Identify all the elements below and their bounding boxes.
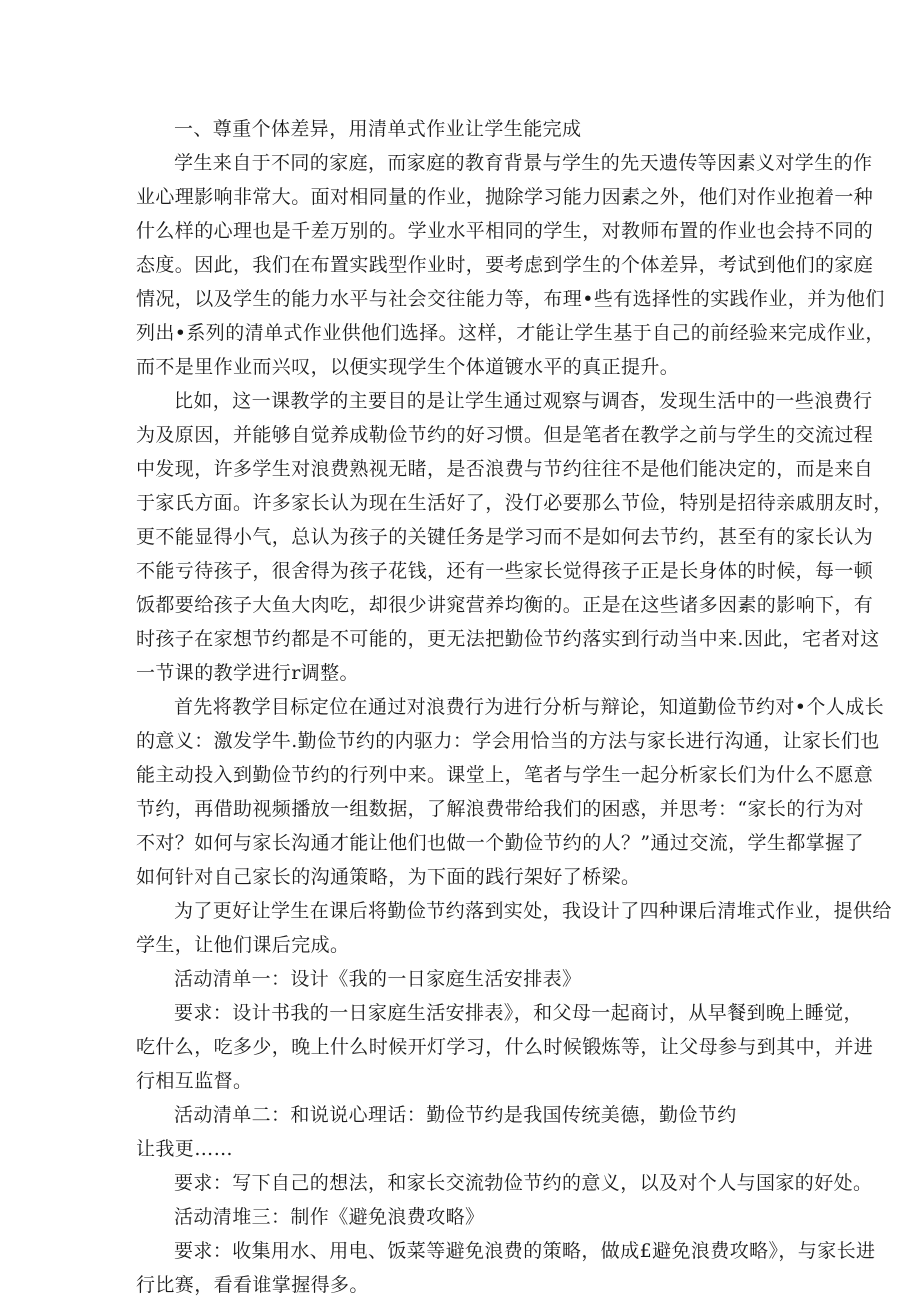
paragraph-line: 中发现，许多学生对浪费熟视无睹，是否浪费与节约往往不是他们能决定的，而是来自 [136, 458, 874, 480]
paragraph-line: 吃什么，吃多少，晚上什么时候开灯学习，什么时候锻炼等，让父母参与到其中，并进 [136, 1036, 874, 1058]
paragraph-line: 节约，再借助视频播放一组数据，了解浪费带给我们的困惑，并思考：“家长的行为对 [136, 798, 864, 820]
paragraph-line: 态度。因此，我们在布置实践型作业时，要考虑到学生的个体差异，考试到他们的家庭 [136, 254, 874, 276]
paragraph-first-line: 要求：收集用水、用电、饭菜等避免浪费的策略，做成£避免浪费攻略》，与家长进 [174, 1240, 876, 1262]
paragraph-line: 行相互监督。 [136, 1070, 253, 1092]
paragraph-first-line: 要求：写下自己的想法，和家长交流勃俭节约的意义，以及对个人与国家的好处。 [174, 1172, 873, 1194]
section-heading: 一、尊重个体差异，用清单式作业让学生能完成 [174, 118, 582, 140]
paragraph-line: 什么样的心理也是千差万别的。学业水平相同的学生，对教师布置的作业也会持不同的 [136, 220, 874, 242]
paragraph-line: 如何针对自己家长的沟通策略，为下面的践行架好了桥梁。 [136, 866, 641, 888]
paragraph-first-line: 为了更好让学生在课后将勤俭节约落到实处，我设计了四种课后清堆式作业，提供给 [174, 900, 892, 922]
paragraph-first-line: 活动清单一：设计《我的一日家庭生活安排表》 [174, 968, 582, 990]
paragraph-line: 的意义：激发学牛.勤俭节约的内驱力：学会用恰当的方法与家长进行沟通，让家长们也 [136, 730, 880, 752]
paragraph-first-line: 比如，这一课教学的主要目的是让学生通过观察与调杳，发现生活中的一些浪费行 [174, 390, 873, 412]
paragraph-line: 而不是里作业而兴叹，以便实现学生个体道镀水平的真正提升。 [136, 356, 680, 378]
document-body [136, 112, 893, 1302]
paragraph-line: 行比赛，看看谁掌握得多。 [136, 1274, 369, 1296]
paragraph-first-line: 首先将教学目标定位在通过对浪费行为进行分析与辩论，知道勤俭节约对•个人成长 [174, 696, 885, 718]
paragraph-first-line: 活动清单二：和说说心理话：勤俭节约是我国传统美德，勤俭节约 [174, 1104, 737, 1126]
paragraph-line: 情况，以及学生的能力水平与社会交往能力等，布理•些有选择性的实践作业，并为他们 [136, 288, 885, 310]
paragraph-line: 让我更…… [136, 1138, 234, 1160]
paragraph-line: 业心理影响非常大。面对相同量的作业，抛除学习能力因素之外，他们对作业抱着一种 [136, 186, 874, 208]
paragraph-line: 学生，让他们课后完成。 [136, 934, 350, 956]
paragraph-first-line: 要求：设计书我的一日家庭生活安排表》，和父母一起商讨，从早餐到晚上睡觉， [174, 1002, 863, 1024]
paragraph-line: 更不能显得小气，总认为孩子的关键任务是学习而不是如何去节约，甚至有的家长认为 [136, 526, 874, 548]
paragraph-line: 于家氏方面。许多家长认为现在生活好了，没仃必要那么节俭，特别是招待亲戚朋友时， [136, 492, 893, 514]
paragraph-first-line: 活动清堆三：制作《避免浪费攻略》 [174, 1206, 485, 1228]
paragraph-line: 饭都要给孩子大鱼大肉吃，却很少讲窕营养均衡的。正是在这些诸多因素的影响下，有 [136, 594, 874, 616]
paragraph-line: 列出•系列的清单式作业供他们选择。这样，才能让学生基于自己的前经验来完成作业， [136, 322, 885, 344]
paragraph-line: 时孩子在家想节约都是不可能的，更无法把勤俭节约落实到行动当中来.因此，宅者对这 [136, 628, 880, 650]
paragraph-first-line: 学生来自于不同的家庭，而家庭的教育背景与学生的先天遗传等因素义对学生的作 [174, 152, 873, 174]
paragraph-line: 不能亏待孩子，很舍得为孩子花钱，还有一些家长觉得孩子正是长身体的时候，每一顿 [136, 560, 874, 582]
paragraph-line: 能主动投入到勤俭节约的行列中来。课堂上，笔者与学生一起分析家长们为什么不愿意 [136, 764, 874, 786]
paragraph-line: 一节课的教学进行r调整。 [136, 662, 359, 684]
paragraph-line: 不对？如何与家长沟通才能让他们也做一个勤俭节约的人？”通过交流，学生都掌握了 [136, 832, 864, 854]
paragraph-line: 为及原因，并能够自觉养成勒俭节约的好习惯。但是笔者在教学之前与学生的交流过程 [136, 424, 874, 446]
